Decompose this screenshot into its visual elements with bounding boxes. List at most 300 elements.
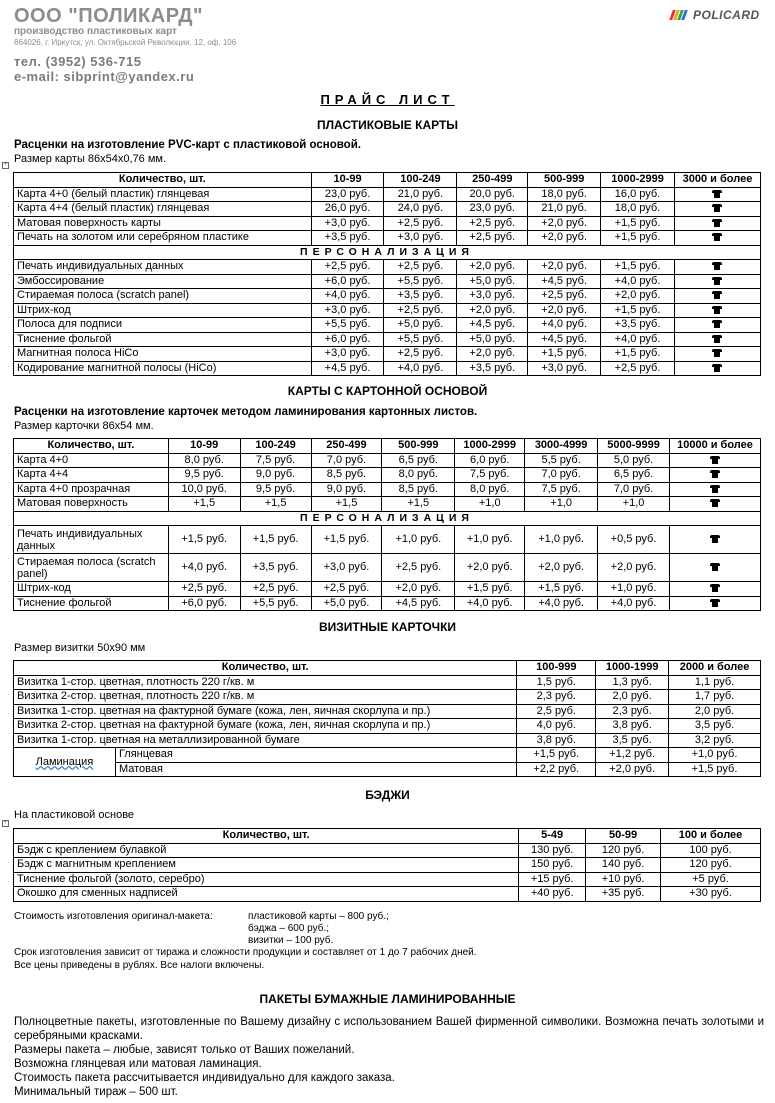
price-cell: +5,5 руб.	[311, 318, 384, 333]
phone-icon	[712, 233, 722, 241]
column-header: 100-249	[240, 439, 311, 454]
phone-icon	[710, 456, 720, 464]
price-cell: +4,0 руб.	[528, 318, 601, 333]
price-cell: +1,5 руб.	[601, 347, 675, 362]
row-label: Визитка 2-стор. цветная на фактурной бумаге (кожа, лен, яичная скорлупа и пр.)	[14, 719, 517, 734]
price-cell: 16,0 руб.	[601, 187, 675, 202]
phone-icon	[712, 291, 722, 299]
price-cell: +2,2 руб.	[517, 762, 596, 777]
price-cell: 2,5 руб.	[517, 704, 596, 719]
price-cell: 21,0 руб.	[384, 187, 457, 202]
price-cell: +2,5 руб.	[384, 347, 457, 362]
phone-icon	[710, 584, 720, 592]
column-header: 500-999	[382, 439, 455, 454]
company-address: 664026, г. Иркутск, ул. Октябрьской Революции, 12, оф. 106	[14, 38, 237, 47]
price-cell: 150 руб.	[519, 858, 586, 873]
column-header: 100-999	[517, 661, 596, 676]
price-on-request-cell	[669, 482, 760, 497]
price-cell: 7,0 руб.	[598, 482, 670, 497]
price-cell: 8,5 руб.	[382, 482, 455, 497]
logo-stripes-icon	[671, 10, 693, 20]
table-row	[14, 260, 761, 275]
price-cell: 9,5 руб.	[168, 468, 240, 483]
plastic-size: Размер карты 86х54х0,76 мм.	[14, 153, 167, 165]
price-cell: +2,5 руб.	[384, 216, 457, 231]
section-cardboard-title: КАРТЫ С КАРТОННОЙ ОСНОВОЙ	[287, 384, 488, 398]
table-row	[14, 858, 761, 873]
price-on-request-cell	[674, 231, 760, 246]
section-bags-title: ПАКЕТЫ БУМАЖНЫЕ ЛАМИНИРОВАННЫЕ	[259, 992, 516, 1006]
price-cell: +2,5 руб.	[240, 582, 311, 597]
price-cell: +3,0 руб.	[311, 554, 382, 582]
layout-cost-label: Стоимость изготовления оригинал-макета:	[14, 911, 213, 922]
price-cell: +2,5 руб.	[457, 231, 528, 246]
price-cell: +2,5 руб.	[384, 260, 457, 275]
price-cell: +5,5 руб.	[384, 332, 457, 347]
price-cell: +2,5 руб.	[382, 554, 455, 582]
row-label: Полоса для подписи	[14, 318, 312, 333]
table-row	[14, 332, 761, 347]
price-cell: +1,5 руб.	[669, 762, 761, 777]
phone-icon	[712, 277, 722, 285]
price-cell: +2,0 руб.	[525, 554, 598, 582]
price-cell: +1,5	[382, 497, 455, 512]
logo-text: POLICARD	[693, 8, 760, 22]
row-label: Карта 4+4	[14, 468, 169, 483]
row-label: Визитка 2-стор. цветная, плотность 220 г/кв. м	[14, 690, 517, 705]
bags-paragraph-1: Полноцветные пакеты, изготовленные по Вашему дизайну с использованием Вашей фирменной символики. Возможна печать золотыми и серебряными красками.	[14, 1016, 764, 1042]
price-on-request-cell	[674, 274, 760, 289]
table-header-row	[14, 829, 761, 844]
row-label: Бэдж с креплением булавкой	[14, 843, 519, 858]
section-badges-title: БЭДЖИ	[365, 788, 410, 802]
lamination-label: Ламинация	[14, 748, 116, 777]
price-cell: 3,8 руб.	[517, 733, 596, 748]
bags-paragraph-5: Минимальный тираж – 500 шт.	[14, 1086, 178, 1098]
price-cell: +1,5 руб.	[601, 260, 675, 275]
row-label: Окошко для сменных надписей	[14, 887, 519, 902]
bizcards-size: Размер визитки 50х90 мм	[14, 642, 146, 654]
price-cell: 23,0 руб.	[311, 187, 384, 202]
table-row	[14, 289, 761, 304]
price-cell: +1,5 руб.	[601, 231, 675, 246]
bizcards-price-table	[13, 660, 761, 777]
price-cell: 120 руб.	[586, 843, 661, 858]
price-cell: +1,5 руб.	[528, 347, 601, 362]
price-cell: 7,5 руб.	[240, 453, 311, 468]
table-row	[14, 202, 761, 217]
price-cell: +5,5 руб.	[384, 274, 457, 289]
phone-icon	[712, 262, 722, 270]
table-row	[14, 468, 761, 483]
price-cell: +2,5 руб.	[311, 260, 384, 275]
table-row	[14, 303, 761, 318]
table-row	[14, 596, 761, 611]
price-cell: +1,0	[525, 497, 598, 512]
price-cell: 9,0 руб.	[311, 482, 382, 497]
column-header: Количество, шт.	[14, 173, 312, 188]
row-label: Визитка 1-стор. цветная, плотность 220 г/кв. м	[14, 675, 517, 690]
price-on-request-cell	[669, 582, 760, 597]
table-row	[14, 872, 761, 887]
column-header: Количество, шт.	[14, 829, 519, 844]
table-row	[14, 690, 761, 705]
column-header: 1000-2999	[455, 439, 525, 454]
table-row	[14, 526, 761, 554]
row-label: Штрих-код	[14, 582, 169, 597]
price-cell: +1,0 руб.	[455, 526, 525, 554]
company-name: ООО "ПОЛИКАРД"	[14, 5, 204, 27]
page-title: ПРАЙС ЛИСТ	[320, 92, 455, 107]
table-header-row	[14, 173, 761, 188]
row-label: Стираемая полоса (scratch panel)	[14, 289, 312, 304]
table-row	[14, 748, 761, 763]
price-cell: +1,5 руб.	[455, 582, 525, 597]
phone-icon	[712, 219, 722, 227]
column-header: 10-99	[311, 173, 384, 188]
table-header-row	[14, 661, 761, 676]
price-cell: 9,0 руб.	[240, 468, 311, 483]
price-on-request-cell	[674, 187, 760, 202]
price-cell: +2,0 руб.	[528, 260, 601, 275]
price-cell: +2,0 руб.	[455, 554, 525, 582]
company-header	[14, 6, 236, 84]
price-cell: +4,0 руб.	[601, 274, 675, 289]
phone-icon	[712, 349, 722, 357]
prices-note: Все цены приведены в рублях. Все налоги включены.	[14, 960, 265, 971]
price-cell: 6,0 руб.	[455, 453, 525, 468]
price-cell: +1,0 руб.	[669, 748, 761, 763]
table-row	[14, 582, 761, 597]
price-cell: 100 руб.	[661, 843, 761, 858]
price-cell: 6,5 руб.	[598, 468, 670, 483]
price-cell: +4,0 руб.	[455, 596, 525, 611]
cardboard-price-table	[13, 438, 761, 611]
column-header: 10-99	[168, 439, 240, 454]
phone-icon	[710, 599, 720, 607]
row-label: Печать индивидуальных данных	[14, 526, 169, 554]
price-cell: +4,0 руб.	[384, 361, 457, 376]
table-row	[14, 318, 761, 333]
row-label: Карта 4+0	[14, 453, 169, 468]
table-row	[14, 274, 761, 289]
price-cell: +4,0 руб.	[168, 554, 240, 582]
phone-icon	[712, 204, 722, 212]
price-cell: 18,0 руб.	[601, 202, 675, 217]
table-row	[14, 361, 761, 376]
personalization-label: ПЕРСОНАЛИЗАЦИЯ	[14, 245, 761, 260]
column-header: 100 и более	[661, 829, 761, 844]
personalization-row	[14, 511, 761, 526]
price-cell: 18,0 руб.	[528, 187, 601, 202]
price-cell: +2,0 руб.	[528, 231, 601, 246]
row-label: Карта 4+4 (белый пластик) глянцевая	[14, 202, 312, 217]
price-cell: +6,0 руб.	[168, 596, 240, 611]
price-cell: +3,5 руб.	[601, 318, 675, 333]
price-cell: +3,0 руб.	[311, 303, 384, 318]
price-cell: +30 руб.	[661, 887, 761, 902]
price-cell: 1,7 руб.	[669, 690, 761, 705]
price-cell: +1,5	[240, 497, 311, 512]
cardboard-size: Размер карточки 86х54 мм.	[14, 420, 154, 432]
column-header: 2000 и более	[669, 661, 761, 676]
table-row	[14, 704, 761, 719]
price-cell: +4,0 руб.	[311, 289, 384, 304]
column-header: 100-249	[384, 173, 457, 188]
price-cell: +2,0 руб.	[528, 216, 601, 231]
badges-subtitle: На пластиковой основе	[14, 809, 135, 821]
price-cell: 2,3 руб.	[596, 704, 669, 719]
column-header: 5-49	[519, 829, 586, 844]
price-on-request-cell	[674, 318, 760, 333]
phone-icon	[710, 563, 720, 571]
bags-paragraph-4: Стоимость пакета рассчитывается индивидуально для каждого заказа.	[14, 1072, 395, 1084]
table-row	[14, 231, 761, 246]
column-header: 1000-2999	[601, 173, 675, 188]
price-cell: +1,0	[455, 497, 525, 512]
row-label: Матовая поверхность	[14, 497, 169, 512]
company-tagline: производство пластиковых карт	[14, 26, 177, 37]
plastic-subtitle: Расценки на изготовление PVC-карт с пластиковой основой.	[14, 139, 361, 151]
price-on-request-cell	[669, 554, 760, 582]
price-cell: 120 руб.	[661, 858, 761, 873]
column-header: 250-499	[311, 439, 382, 454]
row-label: Карта 4+0 (белый пластик) глянцевая	[14, 187, 312, 202]
bags-paragraph-3: Возможна глянцевая или матовая ламинация.	[14, 1058, 262, 1070]
row-label: Визитка 1-стор. цветная на фактурной бумаге (кожа, лен, яичная скорлупа и пр.)	[14, 704, 517, 719]
price-cell: 130 руб.	[519, 843, 586, 858]
phone-icon	[712, 306, 722, 314]
price-cell: +2,5 руб.	[168, 582, 240, 597]
price-cell: 7,5 руб.	[455, 468, 525, 483]
price-cell: +1,5 руб.	[525, 582, 598, 597]
table-row	[14, 843, 761, 858]
price-on-request-cell	[669, 526, 760, 554]
table-row	[14, 733, 761, 748]
price-cell: +2,0 руб.	[598, 554, 670, 582]
phone-icon	[710, 535, 720, 543]
table-row	[14, 453, 761, 468]
price-cell: +1,0 руб.	[598, 582, 670, 597]
price-cell: +0,5 руб.	[598, 526, 670, 554]
row-label: Штрих-код	[14, 303, 312, 318]
price-cell: +2,0 руб.	[528, 303, 601, 318]
column-header: 5000-9999	[598, 439, 670, 454]
company-phone: тел. (3952) 536-715	[14, 54, 142, 69]
row-label: Визитка 1-стор. цветная на металлизированной бумаге	[14, 733, 517, 748]
company-email: e-mail: sibprint@yandex.ru	[14, 69, 195, 84]
price-cell: 1,3 руб.	[596, 675, 669, 690]
row-label: Тиснение фольгой (золото, серебро)	[14, 872, 519, 887]
price-cell: +2,5 руб.	[601, 361, 675, 376]
column-header: 10000 и более	[669, 439, 760, 454]
price-cell: 8,5 руб.	[311, 468, 382, 483]
price-cell: 2,0 руб.	[596, 690, 669, 705]
section-plastic-title: ПЛАСТИКОВЫЕ КАРТЫ	[316, 118, 459, 132]
phone-icon	[710, 470, 720, 478]
price-cell: +2,5 руб.	[528, 289, 601, 304]
price-cell: +40 руб.	[519, 887, 586, 902]
price-cell: +4,0 руб.	[525, 596, 598, 611]
price-cell: 23,0 руб.	[457, 202, 528, 217]
row-label: Кодирование магнитной полосы (HiCo)	[14, 361, 312, 376]
price-cell: 3,5 руб.	[596, 733, 669, 748]
price-cell: +1,0 руб.	[525, 526, 598, 554]
price-cell: +3,0 руб.	[457, 289, 528, 304]
table-header-row	[14, 439, 761, 454]
table-row	[14, 347, 761, 362]
price-cell: 2,3 руб.	[517, 690, 596, 705]
table-row	[14, 762, 761, 777]
row-label: Эмбоссирование	[14, 274, 312, 289]
price-cell: 3,2 руб.	[669, 733, 761, 748]
cardboard-subtitle: Расценки на изготовление карточек методом ламинирования картонных листов.	[14, 406, 478, 418]
phone-icon	[712, 335, 722, 343]
price-on-request-cell	[674, 202, 760, 217]
phone-icon	[710, 499, 720, 507]
column-header: 500-999	[528, 173, 601, 188]
price-cell: 6,5 руб.	[382, 453, 455, 468]
price-cell: +1,5 руб.	[601, 303, 675, 318]
price-cell: +2,0 руб.	[382, 582, 455, 597]
price-cell: +35 руб.	[586, 887, 661, 902]
price-cell: 20,0 руб.	[457, 187, 528, 202]
price-cell: 10,0 руб.	[168, 482, 240, 497]
row-label: Печать на золотом или серебряном пластике	[14, 231, 312, 246]
row-label: Бэдж с магнитным креплением	[14, 858, 519, 873]
price-cell: +2,0 руб.	[457, 347, 528, 362]
table-row	[14, 675, 761, 690]
table-row	[14, 216, 761, 231]
price-on-request-cell	[669, 497, 760, 512]
column-header: Количество, шт.	[14, 439, 169, 454]
price-cell: 7,0 руб.	[311, 453, 382, 468]
price-cell: +2,0 руб.	[596, 762, 669, 777]
price-cell: +2,0 руб.	[601, 289, 675, 304]
row-label: Карта 4+0 прозрачная	[14, 482, 169, 497]
table-row	[14, 482, 761, 497]
price-on-request-cell	[674, 332, 760, 347]
phone-icon	[712, 364, 722, 372]
price-on-request-cell	[674, 216, 760, 231]
price-cell: 7,0 руб.	[525, 468, 598, 483]
table-move-handle[interactable]: +	[3, 820, 8, 826]
table-row	[14, 719, 761, 734]
price-cell: +2,5 руб.	[457, 216, 528, 231]
price-cell: 8,0 руб.	[455, 482, 525, 497]
price-on-request-cell	[674, 260, 760, 275]
table-row	[14, 497, 761, 512]
policard-logo	[671, 8, 763, 22]
price-cell: +5,0 руб.	[457, 274, 528, 289]
column-header: 3000-4999	[525, 439, 598, 454]
table-move-handle[interactable]: +	[3, 162, 8, 168]
row-label: Глянцевая	[115, 748, 516, 763]
price-cell: +3,5 руб.	[384, 289, 457, 304]
price-cell: +1,2 руб.	[596, 748, 669, 763]
price-cell: +3,0 руб.	[311, 216, 384, 231]
price-cell: +2,5 руб.	[311, 582, 382, 597]
price-cell: +1,0	[598, 497, 670, 512]
bags-paragraph-2: Размеры пакета – любые, зависят только от Ваших пожеланий.	[14, 1044, 355, 1056]
price-cell: +5,0 руб.	[311, 596, 382, 611]
layout-cost-card: пластиковой карты – 800 руб.;	[248, 911, 389, 922]
price-cell: +1,0 руб.	[382, 526, 455, 554]
price-on-request-cell	[669, 596, 760, 611]
price-on-request-cell	[674, 289, 760, 304]
row-label: Печать индивидуальных данных	[14, 260, 312, 275]
price-cell: 26,0 руб.	[311, 202, 384, 217]
price-cell: +4,5 руб.	[311, 361, 384, 376]
price-cell: +1,5 руб.	[311, 526, 382, 554]
price-cell: +3,0 руб.	[384, 231, 457, 246]
row-label: Магнитная полоса HiCo	[14, 347, 312, 362]
price-cell: +1,5	[168, 497, 240, 512]
column-header: 50-99	[586, 829, 661, 844]
price-cell: 1,5 руб.	[517, 675, 596, 690]
row-label: Тиснение фольгой	[14, 596, 169, 611]
badges-price-table	[13, 828, 761, 902]
price-cell: +4,5 руб.	[528, 274, 601, 289]
price-cell: 3,5 руб.	[669, 719, 761, 734]
row-label: Матовая поверхность карты	[14, 216, 312, 231]
price-cell: +4,5 руб.	[528, 332, 601, 347]
price-cell: +1,5 руб.	[601, 216, 675, 231]
price-cell: +1,5 руб.	[168, 526, 240, 554]
price-on-request-cell	[669, 453, 760, 468]
price-on-request-cell	[674, 303, 760, 318]
price-cell: 9,5 руб.	[240, 482, 311, 497]
section-bizcards-title: ВИЗИТНЫЕ КАРТОЧКИ	[318, 620, 457, 634]
price-cell: +3,5 руб.	[240, 554, 311, 582]
column-header: 1000-1999	[596, 661, 669, 676]
row-label: Стираемая полоса (scratch panel)	[14, 554, 169, 582]
price-on-request-cell	[674, 347, 760, 362]
price-cell: +2,5 руб.	[384, 303, 457, 318]
price-cell: +1,5	[311, 497, 382, 512]
production-term: Срок изготовления зависит от тиража и сложности продукции и составляет от 1 до 7 рабочих дней.	[14, 947, 477, 958]
price-cell: +2,0 руб.	[457, 260, 528, 275]
price-cell: 1,1 руб.	[669, 675, 761, 690]
price-cell: 5,5 руб.	[525, 453, 598, 468]
price-cell: +5,0 руб.	[457, 332, 528, 347]
price-cell: 21,0 руб.	[528, 202, 601, 217]
price-cell: 8,0 руб.	[382, 468, 455, 483]
price-cell: 4,0 руб.	[517, 719, 596, 734]
price-cell: +1,5 руб.	[240, 526, 311, 554]
price-cell: 24,0 руб.	[384, 202, 457, 217]
phone-icon	[712, 190, 722, 198]
layout-cost-badge: бэджа – 600 руб.;	[248, 923, 330, 934]
plastic-price-table	[13, 172, 761, 376]
price-cell: +3,0 руб.	[528, 361, 601, 376]
price-cell: 2,0 руб.	[669, 704, 761, 719]
price-cell: +2,0 руб.	[457, 303, 528, 318]
price-cell: +4,5 руб.	[457, 318, 528, 333]
price-cell: +4,0 руб.	[598, 596, 670, 611]
price-cell: 5,0 руб.	[598, 453, 670, 468]
price-cell: +4,5 руб.	[382, 596, 455, 611]
price-cell: 7,5 руб.	[525, 482, 598, 497]
column-header: 3000 и более	[674, 173, 760, 188]
price-cell: +6,0 руб.	[311, 274, 384, 289]
price-cell: 8,0 руб.	[168, 453, 240, 468]
price-cell: +10 руб.	[586, 872, 661, 887]
price-cell: 140 руб.	[586, 858, 661, 873]
table-row	[14, 554, 761, 582]
price-cell: +3,5 руб.	[457, 361, 528, 376]
personalization-label: ПЕРСОНАЛИЗАЦИЯ	[14, 511, 761, 526]
